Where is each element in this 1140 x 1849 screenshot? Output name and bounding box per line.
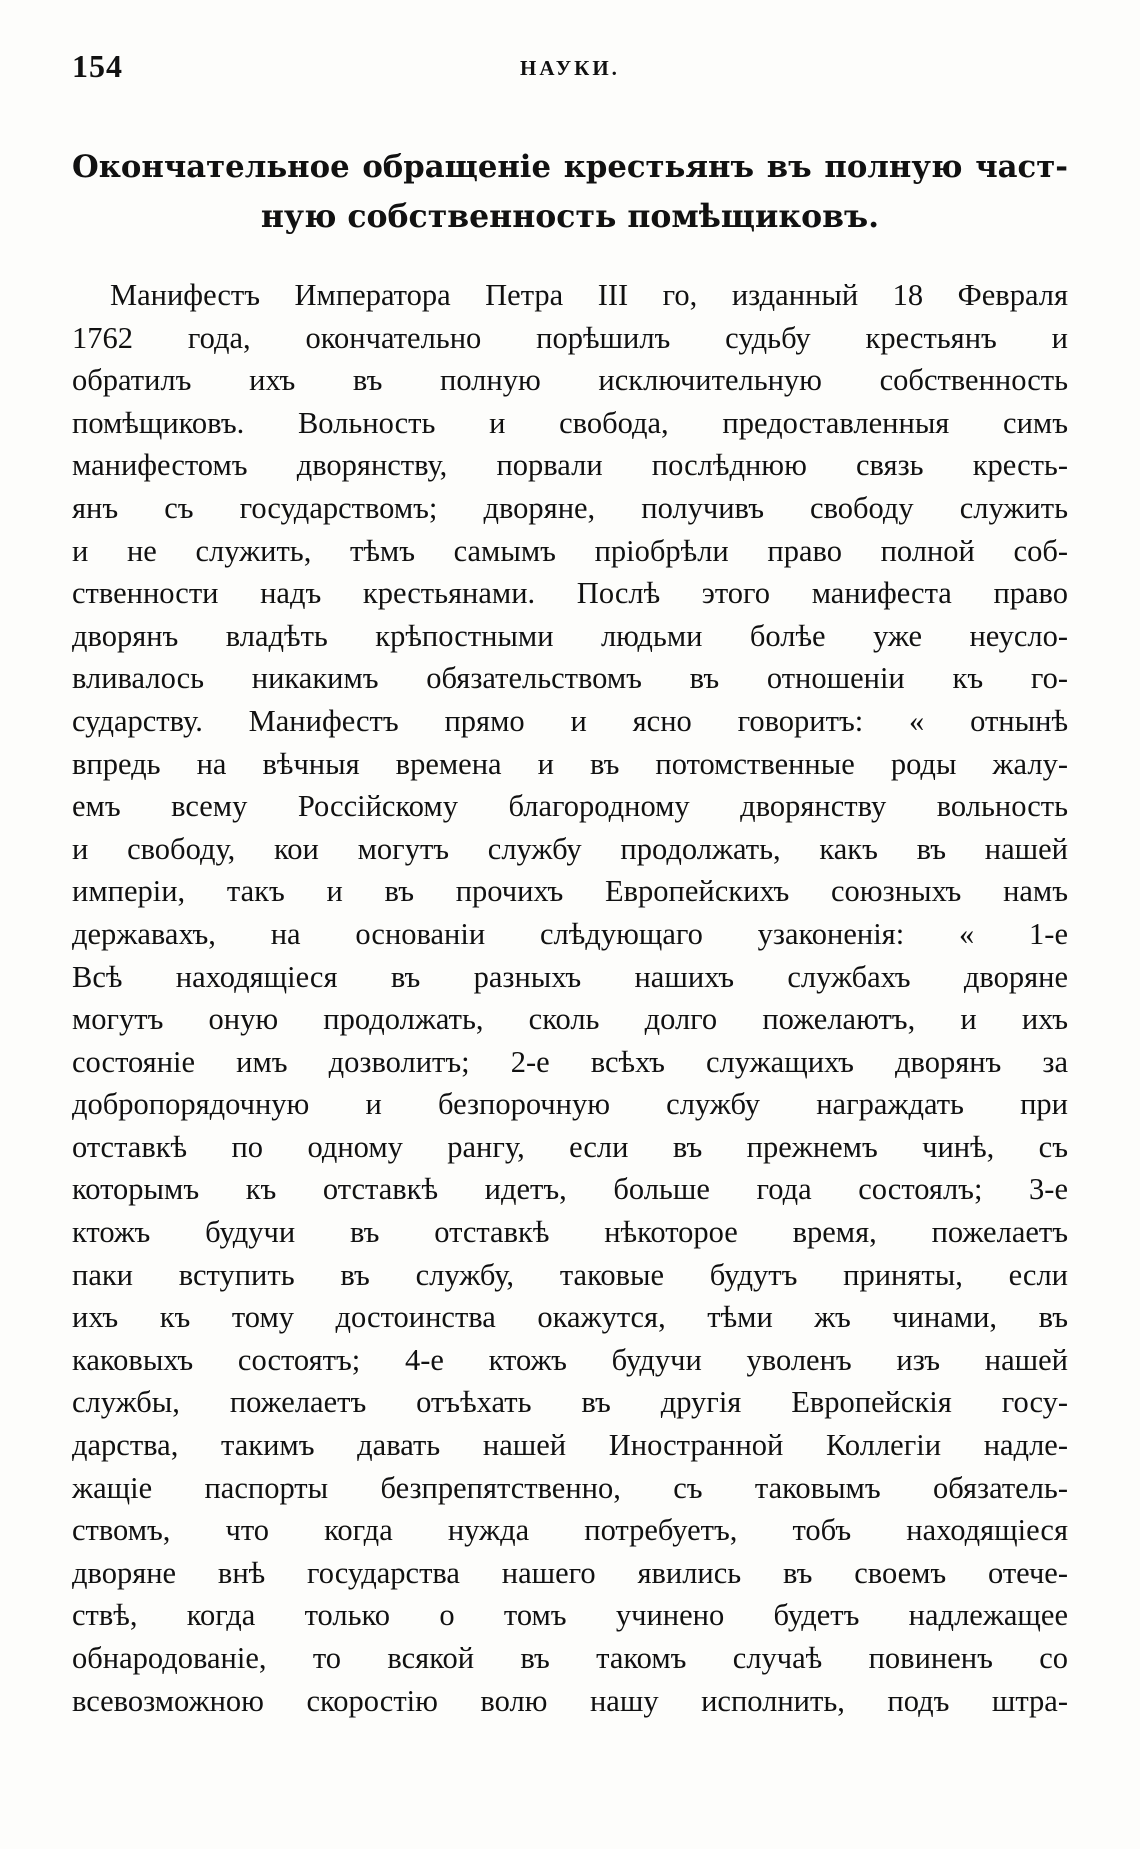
text-line: дарства, такимъ давать нашей Иностранной Коллегіи надле- xyxy=(72,1428,1068,1463)
section-heading: НАУКИ. xyxy=(520,56,620,80)
text-line: всевозможною скоростію волю нашу исполнить, подъ штра- xyxy=(72,1683,1068,1718)
text-line: могутъ оную продолжать, сколь долго пожелаютъ, и ихъ xyxy=(72,1002,1068,1037)
text-line: и свободу, кои могутъ службу продолжать, какъ въ нашей xyxy=(72,831,1068,866)
text-line: вливалось никакимъ обязательствомъ въ отношеніи къ го- xyxy=(72,661,1068,696)
text-line: ственности надъ крестьянами. Послѣ этого манифеста право xyxy=(72,576,1068,611)
text-line: отставкѣ по одному рангу, если въ прежнемъ чинѣ, съ xyxy=(72,1129,1068,1164)
text-line: дворянъ владѣть крѣпостными людьми болѣе уже неусло- xyxy=(72,618,1068,653)
text-line: добропорядочную и безпорочную службу награждать при xyxy=(72,1087,1068,1122)
text-line: ктожъ будучи въ отставкѣ нѣкоторое время, пожелаетъ xyxy=(72,1215,1068,1250)
text-line: состояніе имъ дозволитъ; 2-е всѣхъ служащихъ дворянъ за xyxy=(72,1044,1068,1079)
title-line: ную собственность помѣщиковъ. xyxy=(260,198,880,235)
running-head xyxy=(72,48,1068,88)
text-line: которымъ къ отставкѣ идетъ, больше года состоялъ; 3-е xyxy=(72,1172,1068,1207)
text-line: янъ съ государствомъ; дворяне, получивъ свободу служить xyxy=(72,490,1068,525)
text-line: Манифестъ Императора Петра III го, изданный 18 Февраля xyxy=(110,278,1068,312)
text-line: обратилъ ихъ въ полную исключительную собственность xyxy=(72,363,1068,398)
text-line: державахъ, на основаніи слѣдующаго узаконенія: « 1-е xyxy=(72,916,1068,951)
chapter-title xyxy=(72,142,1068,242)
body-paragraph xyxy=(72,274,1068,1722)
text-line: впредь на вѣчныя времена и въ потомственные роды жалу- xyxy=(72,746,1068,781)
text-line: паки вступить въ службу, таковые будутъ приняты, если xyxy=(72,1257,1068,1292)
text-line: ихъ къ тому достоинства окажутся, тѣми жъ чинами, въ xyxy=(72,1300,1068,1335)
text-line: манифестомъ дворянству, порвали послѣднюю связь кресть- xyxy=(72,448,1068,483)
text-line: каковыхъ состоятъ; 4-е ктожъ будучи уволенъ изъ нашей xyxy=(72,1342,1068,1377)
text-line: Всѣ находящіеся въ разныхъ нашихъ службахъ дворяне xyxy=(72,959,1068,994)
text-line: обнародованіе, то всякой въ такомъ случаѣ повиненъ со xyxy=(72,1641,1068,1675)
text-line: ствѣ, когда только о томъ учинено будетъ надлежащее xyxy=(72,1598,1068,1633)
text-line: емъ всему Россійскому благородному дворянству вольность xyxy=(72,789,1068,824)
text-line: дворяне внѣ государства нашего явились въ своемъ отече- xyxy=(72,1555,1068,1590)
page-number: 154 xyxy=(72,48,123,84)
text-line: и не служить, тѣмъ самымъ пріобрѣли право полной соб- xyxy=(72,533,1068,568)
text-line: сударству. Манифестъ прямо и ясно говоритъ: « отнынѣ xyxy=(72,703,1068,738)
text-line: службы, пожелаетъ отъѣхать въ другія Европейскія госу- xyxy=(72,1385,1068,1420)
text-line: ствомъ, что когда нужда потребуетъ, тобъ находящіеся xyxy=(72,1513,1068,1548)
text-line: имперіи, такъ и въ прочихъ Европейскихъ союзныхъ намъ xyxy=(72,874,1068,909)
text-line: 1762 года, окончательно порѣшилъ судьбу крестьянъ и xyxy=(72,320,1068,355)
text-line: помѣщиковъ. Вольность и свобода, предоставленныя симъ xyxy=(72,405,1068,440)
text-line: жащіе паспорты безпрепятственно, съ таковымъ обязатель- xyxy=(72,1470,1068,1505)
title-line: Окончательное обращеніе крестьянъ въ полную част- xyxy=(72,149,1068,185)
